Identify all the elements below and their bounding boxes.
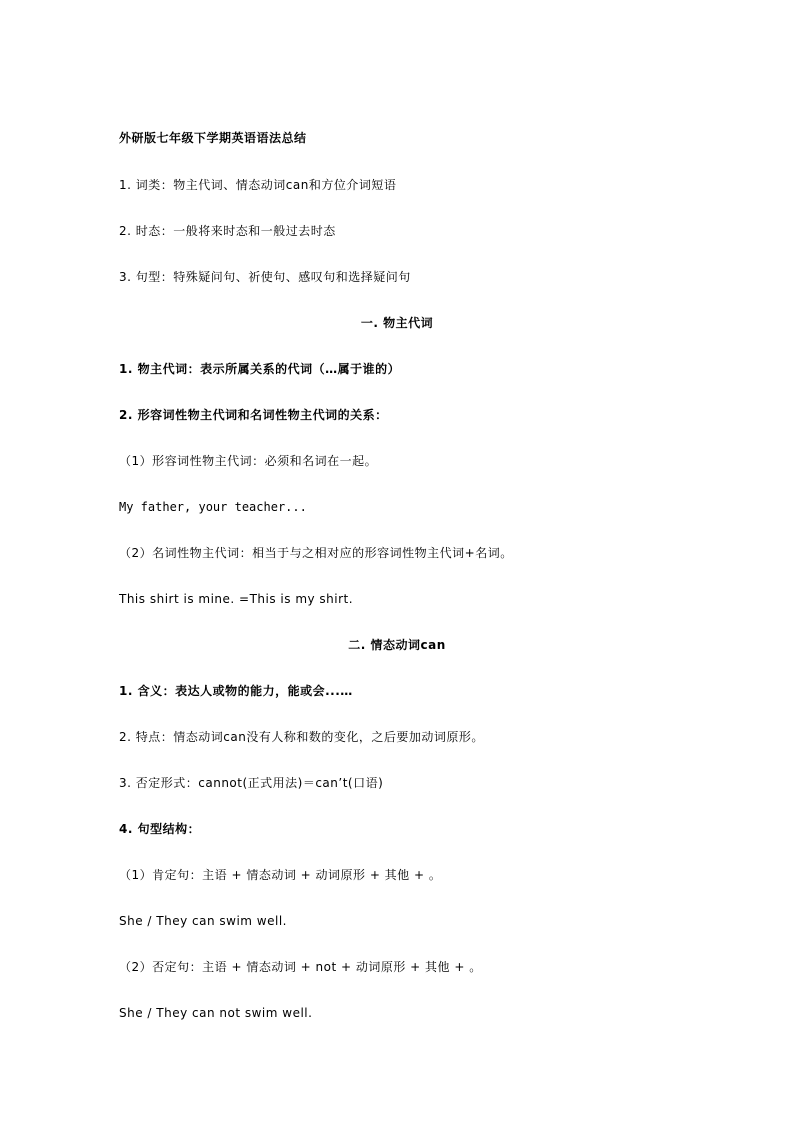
section-1-sub-2: （2）名词性物主代词：相当于与之相对应的形容词性物主代词+名词。 bbox=[119, 546, 513, 560]
section-2-sub-2: （2）否定句：主语 + 情态动词 + not + 动词原形 + 其他 + 。 bbox=[119, 960, 482, 974]
section-2-heading bbox=[0, 637, 794, 653]
document-title: 外研版七年级下学期英语语法总结 bbox=[119, 131, 307, 145]
section-2-heading-text: 二. 情态动词can bbox=[348, 638, 446, 652]
section-2-point-2: 2. 特点：情态动词can没有人称和数的变化，之后要加动词原形。 bbox=[119, 730, 484, 744]
section-2-point-1: 1. 含义：表达人或物的能力，能或会...… bbox=[119, 684, 353, 698]
section-1-point-1: 1. 物主代词：表示所属关系的代词（…属于谁的） bbox=[119, 362, 401, 376]
section-2-sub-1: （1）肯定句：主语 + 情态动词 + 动词原形 + 其他 + 。 bbox=[119, 868, 442, 882]
section-1-example-2: This shirt is mine. =This is my shirt. bbox=[119, 592, 354, 606]
section-1-example-1: My father, your teacher... bbox=[119, 500, 307, 514]
section-1-heading bbox=[0, 315, 794, 331]
overview-item-1: 1. 词类：物主代词、情态动词can和方位介词短语 bbox=[119, 178, 397, 192]
section-2-point-4: 4. 句型结构： bbox=[119, 822, 201, 836]
section-2-point-3: 3. 否定形式：cannot(正式用法)＝can’t(口语) bbox=[119, 776, 384, 790]
section-2-example-1: She / They can swim well. bbox=[119, 914, 287, 928]
section-2-example-2: She / They can not swim well. bbox=[119, 1006, 313, 1020]
section-1-sub-1: （1）形容词性物主代词：必须和名词在一起。 bbox=[119, 454, 378, 468]
section-1-heading-text: 一. 物主代词 bbox=[360, 316, 434, 330]
section-1-point-2: 2. 形容词性物主代词和名词性物主代词的关系： bbox=[119, 408, 388, 422]
overview-item-3: 3. 句型：特殊疑问句、祈使句、感叹句和选择疑问句 bbox=[119, 270, 411, 284]
overview-item-2: 2. 时态：一般将来时态和一般过去时态 bbox=[119, 224, 336, 238]
